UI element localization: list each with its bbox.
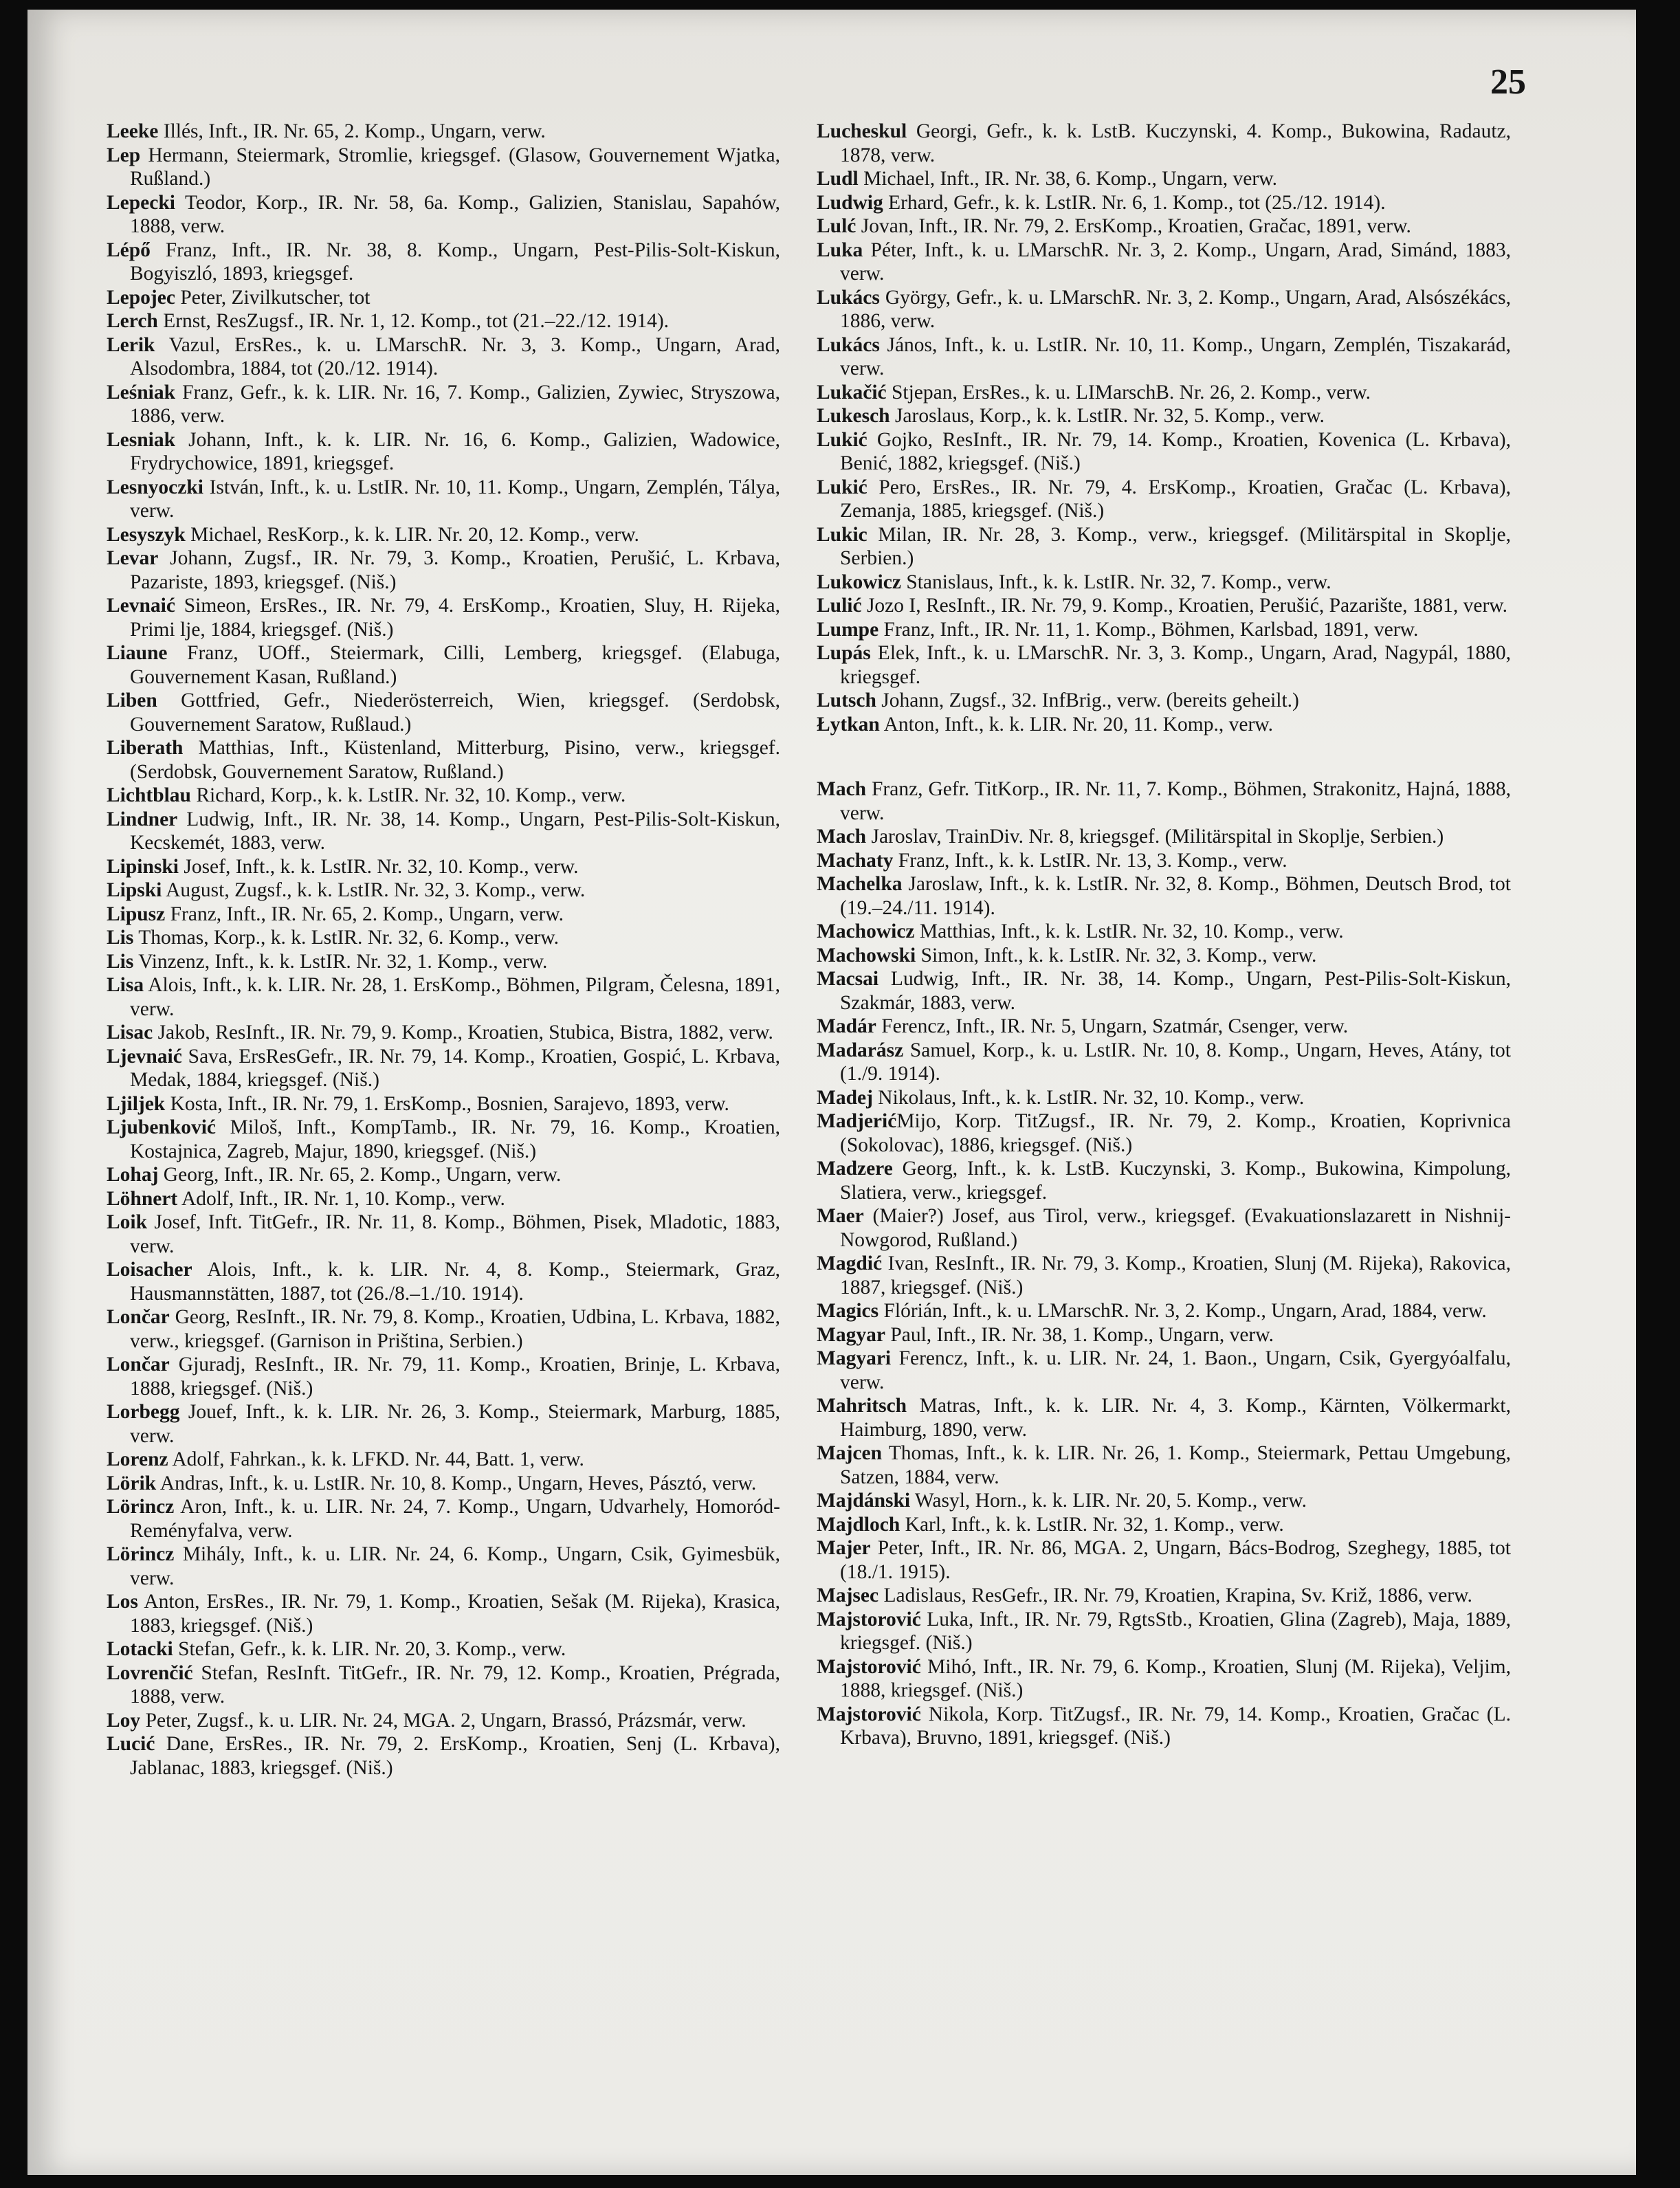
register-entry <box>817 777 1511 825</box>
entry-surname: Lörincz <box>107 1496 175 1518</box>
register-entry <box>817 286 1511 333</box>
entry-surname: Lukić <box>817 476 867 498</box>
register-entry <box>817 1489 1511 1513</box>
entry-details: Matthias, Inft., Küstenland, Mitterburg, Pisino, verw., kriegsgef. (Serdobsk, Gouvernement Saratow, Rußland.) <box>130 737 780 783</box>
entry-details: Anton, Inft., k. k. LIR. Nr. 20, 11. Komp., verw. <box>879 713 1274 736</box>
entry-surname: Lukowicz <box>817 571 901 593</box>
register-entry <box>107 950 780 974</box>
entry-surname: Ludwig <box>817 191 883 214</box>
entry-details: Thomas, Korp., k. k. LstIR. Nr. 32, 6. Komp., verw. <box>133 927 559 949</box>
entry-surname: Leeke <box>107 120 159 142</box>
register-entry <box>817 1513 1511 1537</box>
entry-details: Luka, Inft., IR. Nr. 79, RgtsStb., Kroatien, Glina (Zagreb), Maja, 1889, kriegsgef. (Niš.) <box>840 1608 1511 1654</box>
register-entry <box>107 855 780 879</box>
section-gap <box>817 736 1511 777</box>
entry-details: Franz, Gefr., k. k. LIR. Nr. 16, 7. Komp., Galizien, Zywiec, Stryszowa, 1886, verw. <box>130 381 780 427</box>
entry-details: Ferencz, Inft., IR. Nr. 5, Ungarn, Szatmár, Csenger, verw. <box>876 1015 1349 1037</box>
entry-details: Franz, Inft., IR. Nr. 11, 1. Komp., Böhmen, Karlsbad, 1891, verw. <box>878 618 1419 641</box>
register-entry <box>817 404 1511 428</box>
right-column <box>817 120 1511 1750</box>
entry-surname: Ljevnaić <box>107 1045 182 1068</box>
entry-details: Mihó, Inft., IR. Nr. 79, 6. Komp., Kroatien, Slunj (M. Rijeka), Veljim, 1888, kriegsgef. (Niš.) <box>840 1655 1511 1701</box>
register-entry <box>817 1204 1511 1252</box>
entry-details: Nikola, Korp. TitZugsf., IR. Nr. 79, 14. Komp., Kroatien, Gračac (L. Krbava), Bruvno, 1891, kriegsgef. (Niš.) <box>840 1703 1511 1749</box>
entry-details: Mihály, Inft., k. u. LIR. Nr. 24, 6. Komp., Ungarn, Csik, Gyimesbük, verw. <box>130 1543 780 1589</box>
entry-surname: Lončar <box>107 1306 170 1328</box>
register-entry <box>817 944 1511 968</box>
register-entry <box>107 689 780 736</box>
entry-surname: Lucić <box>107 1733 155 1755</box>
entry-surname: Madej <box>817 1086 873 1109</box>
register-entry <box>107 1258 780 1305</box>
entry-surname: Lohaj <box>107 1164 159 1186</box>
register-entry <box>817 1703 1511 1750</box>
register-entry <box>107 309 780 333</box>
register-entry <box>107 903 780 927</box>
entry-surname: Majstorović <box>817 1703 921 1725</box>
entry-details: Adolf, Fahrkan., k. k. LFKD. Nr. 44, Batt. 1, verw. <box>168 1448 584 1470</box>
entry-details: Alois, Inft., k. k. LIR. Nr. 4, 8. Komp., Steiermark, Graz, Hausmannstätten, 1887, tot (26./8.–1./10. 1914). <box>130 1259 780 1305</box>
register-entry <box>817 571 1511 595</box>
register-entry <box>107 1021 780 1045</box>
entry-details: Franz, Inft., k. k. LstIR. Nr. 13, 3. Komp., verw. <box>893 849 1287 872</box>
entry-details: Illés, Inft., IR. Nr. 65, 2. Komp., Ungarn, verw. <box>158 120 546 142</box>
entry-surname: Ljiljek <box>107 1092 166 1115</box>
register-entry <box>817 1252 1511 1299</box>
register-entry <box>107 926 780 950</box>
entry-details: Teodor, Korp., IR. Nr. 58, 6a. Komp., Galizien, Stanislau, Sapahów, 1888, verw. <box>130 191 780 237</box>
entry-surname: Madzere <box>817 1158 893 1180</box>
entry-surname: Lutsch <box>817 689 876 711</box>
entry-details: Vinzenz, Inft., k. k. LstIR. Nr. 32, 1. Komp., verw. <box>133 950 548 973</box>
register-entry <box>107 1472 780 1496</box>
register-entry <box>817 120 1511 167</box>
register-entry <box>107 286 780 310</box>
entry-surname: Majer <box>817 1537 871 1559</box>
entry-details: Paul, Inft., IR. Nr. 38, 1. Komp., Ungarn, verw. <box>885 1323 1274 1346</box>
entry-surname: Lipusz <box>107 903 166 925</box>
entry-details: Jouef, Inft., k. k. LIR. Nr. 26, 3. Komp., Steiermark, Marburg, 1885, verw. <box>130 1401 780 1447</box>
entry-surname: Majsec <box>817 1584 879 1606</box>
entry-details: Andras, Inft., k. u. LstIR. Nr. 10, 8. Komp., Ungarn, Heves, Pásztó, verw. <box>156 1472 757 1494</box>
entry-surname: Lis <box>107 927 134 949</box>
entry-details: Georg, Inft., k. k. LstB. Kuczynski, 3. Komp., Bukowina, Kimpolung, Slatiera, verw., kriegsgef. <box>840 1158 1511 1204</box>
entry-surname: Lipski <box>107 879 162 901</box>
entry-details: Jakob, ResInft., IR. Nr. 79, 9. Komp., Kroatien, Stubica, Bistra, 1882, verw. <box>153 1021 773 1043</box>
register-entry <box>107 120 780 144</box>
entry-surname: Maer <box>817 1205 864 1227</box>
entry-surname: Levar <box>107 547 159 569</box>
entry-details: Erhard, Gefr., k. k. LstIR. Nr. 6, 1. Komp., tot (25./12. 1914). <box>883 191 1386 214</box>
entry-details: Franz, UOff., Steiermark, Cilli, Lemberg, kriegsgef. (Elabuga, Gouvernement Kasan, Rußland.) <box>130 642 780 688</box>
entry-details: Peter, Zugsf., k. u. LIR. Nr. 24, MGA. 2, Ungarn, Brassó, Prázsmár, verw. <box>140 1709 747 1732</box>
register-entry <box>817 618 1511 642</box>
register-entry <box>817 214 1511 239</box>
entry-surname: Łytkan <box>817 713 880 736</box>
register-entry <box>817 1039 1511 1086</box>
register-entry <box>817 1608 1511 1655</box>
entry-surname: Majdánski <box>817 1490 911 1512</box>
entry-details: Franz, Inft., IR. Nr. 65, 2. Komp., Ungarn, verw. <box>165 903 564 925</box>
entry-details: Johann, Zugsf., 32. InfBrig., verw. (bereits geheilt.) <box>876 689 1299 711</box>
register-entry <box>107 784 780 808</box>
entry-details: Gottfried, Gefr., Niederösterreich, Wien, kriegsgef. (Serdobsk, Gouvernement Saratow, Rußlaud.) <box>130 689 780 736</box>
register-entry <box>107 1448 780 1472</box>
entry-surname: Magyari <box>817 1347 892 1369</box>
register-entry <box>817 1394 1511 1441</box>
entry-surname: Lukić <box>817 428 867 451</box>
entry-details: Johann, Zugsf., IR. Nr. 79, 3. Komp., Kroatien, Perušić, L. Krbava, Pazariste, 1893, kriegsgef. (Niš.) <box>130 547 780 593</box>
register-entry <box>817 920 1511 944</box>
entry-details: Simeon, ErsRes., IR. Nr. 79, 4. ErsKomp., Kroatien, Sluy, H. Rijeka, Primi lje, 1884, kriegsgef. (Niš.) <box>130 595 780 641</box>
entry-surname: Lukesch <box>817 405 890 427</box>
entry-surname: Mahritsch <box>817 1395 907 1417</box>
entry-surname: Lumpe <box>817 618 879 641</box>
entry-surname: Machelka <box>817 873 903 895</box>
register-entry <box>817 1299 1511 1323</box>
entry-details: Stanislaus, Inft., k. k. LstIR. Nr. 32, 7. Komp., verw. <box>900 571 1331 593</box>
register-entry <box>107 1163 780 1187</box>
entry-details: Ludwig, Inft., IR. Nr. 38, 14. Komp., Ungarn, Pest-Pilis-Solt-Kiskun, Kecskemét, 1883, verw. <box>130 808 780 854</box>
entry-surname: Lukács <box>817 286 880 309</box>
entry-details: Alois, Inft., k. k. LIR. Nr. 28, 1. ErsKomp., Böhmen, Pilgram, Čelesna, 1891, verw. <box>130 974 780 1020</box>
entry-surname: Majstorović <box>817 1655 921 1678</box>
entry-surname: Loik <box>107 1211 148 1233</box>
entry-surname: Lucheskul <box>817 120 907 142</box>
register-entry <box>107 736 780 784</box>
register-entry <box>817 713 1511 737</box>
entry-details: Matras, Inft., k. k. LIR. Nr. 4, 3. Komp., Kärnten, Völkermarkt, Haimburg, 1890, verw. <box>840 1395 1511 1441</box>
entry-surname: Lisa <box>107 974 144 996</box>
entry-details: Péter, Inft., k. u. LMarschR. Nr. 3, 2. Komp., Ungarn, Arad, Simánd, 1883, verw. <box>840 239 1511 285</box>
register-entry <box>817 825 1511 849</box>
register-entry <box>817 191 1511 215</box>
entry-surname: Majstorović <box>817 1608 921 1631</box>
entry-surname: Magics <box>817 1300 879 1322</box>
entry-details: Kosta, Inft., IR. Nr. 79, 1. ErsKomp., Bosnien, Sarajevo, 1893, verw. <box>165 1092 729 1115</box>
entries-m-section <box>817 777 1511 1750</box>
entry-details: Nikolaus, Inft., k. k. LstIR. Nr. 32, 10. Komp., verw. <box>872 1086 1305 1109</box>
entry-surname: Lotacki <box>107 1638 173 1660</box>
entry-surname: Lichtblau <box>107 784 191 806</box>
entry-surname: Lepojec <box>107 286 175 309</box>
register-entry <box>817 594 1511 618</box>
entry-details: Milan, IR. Nr. 28, 3. Komp., verw., kriegsgef. (Militärspital in Skoplje, Serbien.) <box>840 523 1511 569</box>
register-entry <box>817 1584 1511 1608</box>
register-entry <box>107 1543 780 1590</box>
entry-details: Miloš, Inft., KompTamb., IR. Nr. 79, 16. Komp., Kroatien, Kostajnica, Zagreb, Majur, 1890, kriegsgef. (Niš.) <box>130 1116 780 1162</box>
entry-details: Flórián, Inft., k. u. LMarschR. Nr. 3, 2. Komp., Ungarn, Arad, 1884, verw. <box>878 1300 1487 1322</box>
entry-details: Georg, Inft., IR. Nr. 65, 2. Komp., Ungarn, verw. <box>158 1164 562 1186</box>
register-entry <box>817 1109 1511 1157</box>
entry-details: Richard, Korp., k. k. LstIR. Nr. 32, 10. Komp., verw. <box>190 784 626 806</box>
left-column <box>107 120 780 1780</box>
register-entry <box>107 381 780 428</box>
entry-surname: Lukács <box>817 333 880 356</box>
entry-details: Ludwig, Inft., IR. Nr. 38, 14. Komp., Ungarn, Pest-Pilis-Solt-Kiskun, Szakmár, 1883, verw. <box>840 968 1511 1014</box>
entry-details: Samuel, Korp., k. u. LstIR. Nr. 10, 8. Komp., Ungarn, Heves, Atány, tot (1./9. 1914). <box>840 1039 1511 1085</box>
page-number: 25 <box>1490 63 1526 102</box>
entry-surname: Lorbegg <box>107 1401 180 1423</box>
entry-surname: Lerch <box>107 310 158 332</box>
entry-surname: Ludl <box>817 168 859 190</box>
entry-surname: Lončar <box>107 1353 170 1375</box>
entry-surname: Lovrenčić <box>107 1661 193 1684</box>
entry-details: Adolf, Inft., IR. Nr. 1, 10. Komp., verw. <box>177 1187 505 1210</box>
entry-details: Jozo I, ResInft., IR. Nr. 79, 9. Komp., Kroatien, Perušić, Pazarište, 1881, verw. <box>861 595 1508 617</box>
entry-details: Michael, ResKorp., k. k. LIR. Nr. 20, 12. Komp., verw. <box>185 523 639 546</box>
entry-details: Ivan, ResInft., IR. Nr. 79, 3. Komp., Kroatien, Slunj (M. Rijeka), Rakovica, 1887, kriegsgef. (Niš.) <box>840 1252 1511 1299</box>
register-entry <box>817 1323 1511 1347</box>
entry-surname: Lorenz <box>107 1448 168 1470</box>
entry-surname: Lipinski <box>107 855 179 878</box>
entry-details: Franz, Gefr. TitKorp., IR. Nr. 11, 7. Komp., Böhmen, Strakonitz, Hajná, 1888, verw. <box>840 778 1511 824</box>
entry-surname: Lesnyoczki <box>107 476 203 498</box>
register-entry <box>107 973 780 1021</box>
entry-surname: Lis <box>107 950 134 973</box>
entry-surname: Lulć <box>817 215 856 237</box>
entry-surname: Leśniak <box>107 381 176 404</box>
register-entry <box>107 1637 780 1661</box>
register-entry <box>107 594 780 641</box>
register-entry <box>817 967 1511 1015</box>
entry-details: Simon, Inft., k. k. LstIR. Nr. 32, 3. Komp., verw. <box>916 944 1317 966</box>
entry-details: Josef, Inft. TitGefr., IR. Nr. 11, 8. Komp., Böhmen, Pisek, Mladotic, 1883, verw. <box>130 1211 780 1257</box>
register-entry <box>107 333 780 381</box>
entry-details: Mijo, Korp. TitZugsf., IR. Nr. 79, 2. Komp., Kroatien, Koprivnica (Sokolovac), 1886, kriegsgef. (Niš.) <box>840 1110 1511 1156</box>
register-entry <box>107 239 780 286</box>
register-entry <box>817 849 1511 873</box>
register-entry <box>817 333 1511 381</box>
entry-surname: Lukic <box>817 523 867 546</box>
register-entry <box>107 1305 780 1353</box>
register-entry <box>107 878 780 903</box>
entry-details: Elek, Inft., k. u. LMarschR. Nr. 3, 3. Komp., Ungarn, Arad, Nagypál, 1880, kriegsgef. <box>840 642 1511 688</box>
entry-surname: Mach <box>817 778 867 800</box>
register-entry <box>817 167 1511 191</box>
register-entry <box>107 428 780 476</box>
entry-details: Pero, ErsRes., IR. Nr. 79, 4. ErsKomp., Kroatien, Gračac (L. Krbava), Zemanja, 1885, kriegsgef. (Niš.) <box>840 476 1511 522</box>
register-entry <box>107 191 780 239</box>
register-entry <box>817 523 1511 571</box>
entry-surname: Loisacher <box>107 1259 192 1281</box>
entry-surname: Lörincz <box>107 1543 175 1565</box>
entry-details: Karl, Inft., k. k. LstIR. Nr. 32, 1. Komp., verw. <box>900 1513 1284 1536</box>
entry-details: Ferencz, Inft., k. u. LIR. Nr. 24, 1. Baon., Ungarn, Csik, Gyergyóalfalu, verw. <box>840 1347 1511 1393</box>
entry-details: Dane, ErsRes., IR. Nr. 79, 2. ErsKomp., Kroatien, Senj (L. Krbava), Jablanac, 1883, kriegsgef. (Niš.) <box>130 1733 780 1779</box>
register-entry <box>107 641 780 689</box>
entries-l-section <box>817 120 1511 736</box>
entry-surname: Lulić <box>817 595 862 617</box>
register-entry <box>107 144 780 191</box>
entry-surname: Lörik <box>107 1472 157 1494</box>
entry-details: György, Gefr., k. u. LMarschR. Nr. 3, 2. Komp., Ungarn, Arad, Alsószékács, 1886, verw. <box>840 286 1511 332</box>
entry-surname: Levnaić <box>107 595 175 617</box>
entry-details: Aron, Inft., k. u. LIR. Nr. 24, 7. Komp., Ungarn, Udvarhely, Homoród-Reményfalva, verw. <box>130 1496 780 1542</box>
register-entry <box>817 1157 1511 1204</box>
entry-surname: Madjerić <box>817 1110 897 1132</box>
entry-surname: Los <box>107 1591 138 1613</box>
register-entry <box>107 1400 780 1448</box>
entry-surname: Liberath <box>107 737 184 759</box>
entry-details: Jaroslaw, Inft., k. k. LstIR. Nr. 32, 8. Komp., Böhmen, Deutsch Brod, tot (19.–24./11. 1914). <box>840 873 1511 919</box>
entry-surname: Lesniak <box>107 428 176 451</box>
entry-surname: Lesyszyk <box>107 523 186 546</box>
entry-details: (Maier?) Josef, aus Tirol, verw., kriegsgef. (Evakuationslazarett in Nishnij-Nowgorod, Rußland.) <box>840 1205 1511 1251</box>
entry-surname: Liaune <box>107 642 168 664</box>
entry-surname: Magyar <box>817 1323 885 1346</box>
register-entry <box>107 1116 780 1163</box>
register-entry <box>817 689 1511 713</box>
entry-details: Matthias, Inft., k. k. LstIR. Nr. 32, 10. Komp., verw. <box>914 920 1344 942</box>
entry-details: August, Zugsf., k. k. LstIR. Nr. 32, 3. Komp., verw. <box>162 879 586 901</box>
entry-details: Georg, ResInft., IR. Nr. 79, 8. Komp., Kroatien, Udbina, L. Krbava, 1882, verw., kriegsgef. (Garnison in Priština, Serbien.) <box>130 1306 780 1352</box>
entry-surname: Liben <box>107 689 157 711</box>
entry-surname: Machowicz <box>817 920 915 942</box>
register-entry <box>107 546 780 594</box>
entry-details: István, Inft., k. u. LstIR. Nr. 10, 11. Komp., Ungarn, Zemplén, Tályа, verw. <box>130 476 780 522</box>
entry-surname: Madár <box>817 1015 876 1037</box>
entry-details: Anton, ErsRes., IR. Nr. 79, 1. Komp., Kroatien, Sešak (M. Rijeka), Krasica, 1883, kriegsgef. (Niš.) <box>130 1591 780 1637</box>
entry-details: Josef, Inft., k. k. LstIR. Nr. 32, 10. Komp., verw. <box>178 855 579 878</box>
register-entry <box>817 428 1511 476</box>
register-entry <box>107 1732 780 1780</box>
register-entry <box>107 1495 780 1543</box>
register-entry <box>107 1187 780 1211</box>
entry-surname: Macsai <box>817 968 879 990</box>
entry-surname: Ljubenković <box>107 1116 217 1138</box>
entry-details: Johann, Inft., k. k. LIR. Nr. 16, 6. Komp., Galizien, Wadowice, Frydrychowice, 1891, kriegsgef. <box>130 428 780 474</box>
register-page <box>27 10 1636 2175</box>
entry-surname: Lep <box>107 144 141 166</box>
register-entry <box>107 1661 780 1709</box>
entry-surname: Lukačić <box>817 381 887 404</box>
entry-surname: Lerik <box>107 333 155 356</box>
register-entry <box>817 1347 1511 1394</box>
entry-surname: Machowski <box>817 944 916 966</box>
entry-details: Stefan, ResInft. TitGefr., IR. Nr. 79, 12. Komp., Kroatien, Prégrada, 1888, verw. <box>130 1661 780 1708</box>
entry-details: Ladislaus, ResGefr., IR. Nr. 79, Kroatien, Krapina, Sv. Križ, 1886, verw. <box>878 1584 1472 1606</box>
entry-details: Jaroslav, TrainDiv. Nr. 8, kriegsgef. (Militärspital in Skoplje, Serbien.) <box>866 826 1444 848</box>
entry-details: Stefan, Gefr., k. k. LIR. Nr. 20, 3. Komp., verw. <box>173 1638 566 1660</box>
entry-surname: Lupás <box>817 642 871 664</box>
entry-details: Franz, Inft., IR. Nr. 38, 8. Komp., Ungarn, Pest-Pilis-Solt-Kiskun, Bogyiszló, 1893, kriegsgef. <box>130 239 780 285</box>
entry-details: Sava, ErsResGefr., IR. Nr. 79, 14. Komp., Kroatien, Gospić, L. Krbava, Medak, 1884, kriegsgef. (Niš.) <box>130 1045 780 1091</box>
entry-surname: Mach <box>817 826 867 848</box>
register-entry <box>817 239 1511 286</box>
register-entry <box>817 1536 1511 1584</box>
entry-details: Michael, Inft., IR. Nr. 38, 6. Komp., Ungarn, verw. <box>858 168 1277 190</box>
register-entry <box>107 1709 780 1733</box>
entry-surname: Magdić <box>817 1252 883 1274</box>
register-entry <box>107 523 780 547</box>
register-entry <box>817 641 1511 689</box>
register-entry <box>107 1590 780 1637</box>
entry-surname: Loy <box>107 1709 141 1732</box>
register-entry <box>107 1353 780 1400</box>
entry-details: Jovan, Inft., IR. Nr. 79, 2. ErsKomp., Kroatien, Gračac, 1891, verw. <box>856 215 1411 237</box>
entry-surname: Majdloch <box>817 1513 900 1536</box>
entry-details: Georgi, Gefr., k. k. LstB. Kuczynski, 4. Komp., Bukowina, Radautz, 1878, verw. <box>840 120 1511 166</box>
register-entry <box>817 1015 1511 1039</box>
entry-details: János, Inft., k. u. LstIR. Nr. 10, 11. Komp., Ungarn, Zemplén, Tiszakarád, verw. <box>840 333 1511 379</box>
entry-details: Ernst, ResZugsf., IR. Nr. 1, 12. Komp., tot (21.–22./12. 1914). <box>157 310 670 332</box>
entry-surname: Machaty <box>817 849 894 872</box>
entry-surname: Lindner <box>107 808 178 830</box>
entry-surname: Lepecki <box>107 191 175 214</box>
register-entry <box>817 1441 1511 1489</box>
register-entry <box>107 1045 780 1092</box>
register-entry <box>817 476 1511 523</box>
entry-details: Peter, Zivilkutscher, tot <box>175 286 371 309</box>
entry-details: Peter, Inft., IR. Nr. 86, MGA. 2, Ungarn, Bács-Bodrog, Szeghegy, 1885, tot (18./1. 1915). <box>840 1537 1511 1583</box>
register-entry <box>107 808 780 855</box>
entry-surname: Lisac <box>107 1021 153 1043</box>
register-entry <box>107 1092 780 1116</box>
register-entry <box>107 476 780 523</box>
entry-surname: Majcen <box>817 1442 883 1464</box>
register-entry <box>817 381 1511 405</box>
entry-details: Wasyl, Horn., k. k. LIR. Nr. 20, 5. Komp., verw. <box>910 1490 1307 1512</box>
entry-details: Hermann, Steiermark, Stromlie, kriegsgef. (Glasow, Gouvernement Wjatka, Rußland.) <box>130 144 780 190</box>
entry-surname: Löhnert <box>107 1187 178 1210</box>
entry-details: Jaroslaus, Korp., k. k. LstIR. Nr. 32, 5. Komp., verw. <box>889 405 1325 427</box>
register-entry <box>817 1655 1511 1703</box>
entry-details: Thomas, Inft., k. k. LIR. Nr. 26, 1. Komp., Steiermark, Pettau Umgebung, Satzen, 1884, verw. <box>840 1442 1511 1488</box>
entry-details: Stjepan, ErsRes., k. u. LIMarschB. Nr. 26, 2. Komp., verw. <box>886 381 1371 404</box>
register-entry <box>817 1086 1511 1110</box>
register-entry <box>817 872 1511 920</box>
entry-details: Vazul, ErsRes., k. u. LMarschR. Nr. 3, 3. Komp., Ungarn, Arad, Alsodombra, 1884, tot (20./12. 1914). <box>130 333 780 379</box>
entry-surname: Madarász <box>817 1039 904 1061</box>
entry-details: Gojko, ResInft., IR. Nr. 79, 14. Komp., Kroatien, Kovenica (L. Krbava), Benić, 1882, kriegsgef. (Niš.) <box>840 428 1511 474</box>
register-entry <box>107 1211 780 1258</box>
entry-surname: Luka <box>817 239 863 261</box>
entry-details: Gjuradj, ResInft., IR. Nr. 79, 11. Komp., Kroatien, Brinje, L. Krbava, 1888, kriegsgef. (Niš.) <box>130 1353 780 1400</box>
entry-surname: Lépő <box>107 239 151 261</box>
